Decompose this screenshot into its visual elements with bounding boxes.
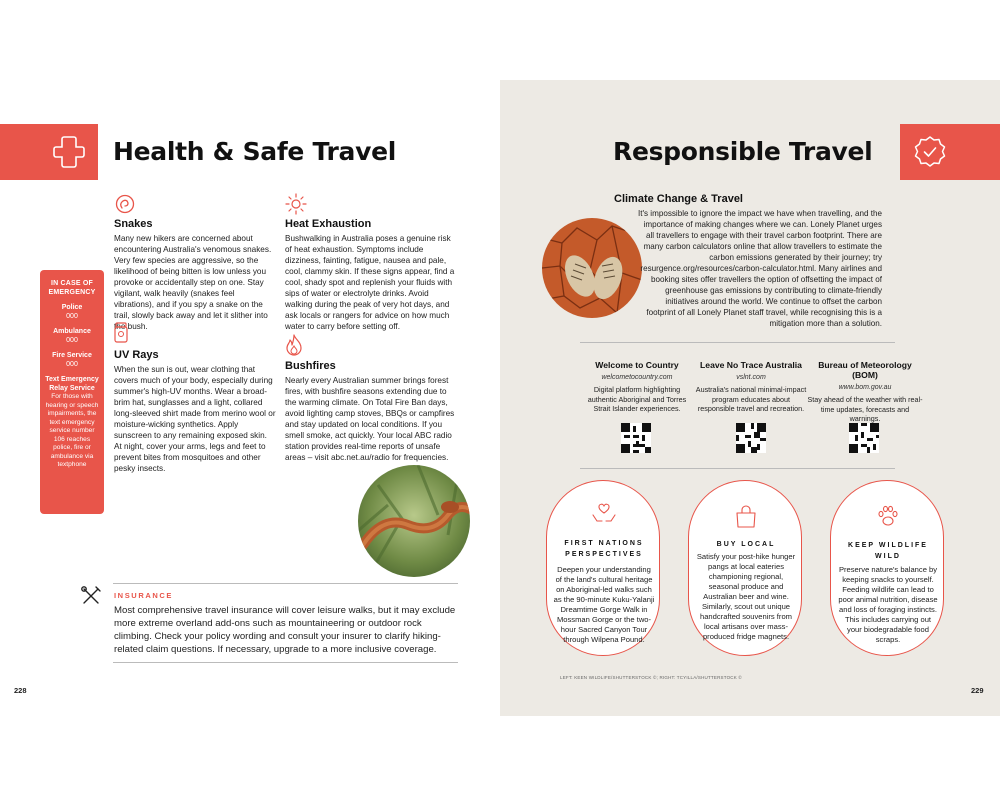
medical-cross-icon	[52, 135, 86, 169]
left-page-number: 228	[14, 686, 27, 695]
bushfires-title: Bushfires	[285, 360, 336, 372]
card-buy-local	[688, 480, 802, 656]
emergency-box	[40, 270, 104, 514]
org-name: Leave No Trace Australia	[700, 360, 802, 370]
heat-title: Heat Exhaustion	[285, 218, 372, 230]
climate-text: It's impossible to ignore the impact we have when travelling, and the importance of making changes where we can. Lonely Planet urges all travellers to engage with their travel carbon footprint. There are many carbon calculators online that allow travellers to estimate the carbon emissions generated by their journey; try resurgence.org/resources/carbon-calculator.html. Many airlines and booking sites offer travellers the option of offsetting the impact of greenhouse gas emissions by contributing to climate-friendly initiatives around the world. We continue to offset the carbon footprint of all Lonely Planet staff travel, while recognising this is a mitigation more than a solution.	[637, 209, 882, 328]
snake-icon	[114, 193, 136, 215]
snakes-text: Many new hikers are concerned about encountering Australia's venomous snakes. Very few species are aggressive, so the likelihood of being bitten is low unless you provoke or accidentally step on one. Stay vigilant, walk heavily (snakes feel vibrations), and if you spy a snake on the trail, slowly back away and let it slither into the bush.	[114, 234, 272, 331]
page-title-responsible: Responsible Travel	[613, 137, 873, 166]
qr-code-icon[interactable]	[621, 423, 651, 453]
ambulance-number: 000	[66, 337, 78, 344]
page-title-health: Health & Safe Travel	[113, 137, 397, 166]
card-title: FIRST NATIONS PERSPECTIVES	[564, 540, 644, 558]
org-name: Welcome to Country	[595, 360, 679, 370]
qr-code-icon[interactable]	[736, 423, 766, 453]
cracked-earth-photo	[542, 218, 642, 318]
org-url[interactable]: vslnt.com	[736, 374, 766, 381]
org-desc: Digital platform highlighting authentic Aboriginal and Torres Strait Islander experiences.	[587, 385, 687, 413]
org-desc: Australia's national minimal-impact program educates about responsible travel and recreation.	[695, 385, 807, 413]
card-title: BUY LOCAL	[716, 541, 776, 548]
right-page-number: 229	[971, 686, 984, 695]
sun-icon	[285, 193, 307, 215]
fire-number: 000	[66, 361, 78, 368]
card-title: KEEP WILDLIFE WILD	[848, 542, 928, 560]
bushfires-text: Nearly every Australian summer brings forest fires, with bushfire seasons extending due to the warming climate. On Total Fire Ban days, avoid lighting camp stoves, BBQs or campfires and stay updated on local conditions. If you smell smoke, act quickly. Your local ABC radio station provides real-time reports of unsafe areas – visit abc.net.au/radio for frequencies.	[285, 376, 455, 462]
tools-icon	[80, 585, 102, 607]
heart-hands-icon	[591, 501, 617, 527]
org-url[interactable]: www.bom.gov.au	[838, 384, 892, 391]
card-text: Deepen your understanding of the land's cultural heritage on Aboriginal-led walks such as the 90-minute Kuku-Yalanji Dreamtime Gorge Walk in Mossman Gorge or the two-hour Sacred Canyon Tour through Wilpena Pound.	[553, 565, 655, 644]
insurance-top-divider	[113, 583, 458, 584]
police-label: Police	[61, 304, 83, 311]
insurance-text: Most comprehensive travel insurance will cover leisure walks, but it may exclude more extreme overland add-ons such as mountaineering or outdoor rock climbing. Check your policy wording and consult your insurer to clarify hiking-related claim questions. If necessary, upgrade to a more inclusive coverage.	[114, 605, 456, 655]
emergency-heading: IN CASE OF EMERGENCY	[48, 280, 96, 296]
shopping-bag-icon	[733, 505, 759, 529]
responsible-accent-bar	[900, 124, 1000, 180]
card-text: Preserve nature's balance by keeping snacks to yourself. Feeding wildlife can lead to poor animal nutrition, disease and loss of foraging instincts. This includes carrying out your biodegradable food scraps.	[838, 565, 938, 644]
heat-text: Bushwalking in Australia poses a genuine risk of heat exhaustion. Symptoms include dizziness, fainting, fatigue, nausea and pale, cool, clammy skin. If these signs appear, find a cool, shady spot and replenish your fluids with sips of water or electrolyte drinks. Avoid walking during the peak of very hot days, and ask locals or rangers for advice on how much water to carry before setting off.	[285, 234, 455, 331]
fire-icon	[285, 334, 303, 356]
snake-photo	[358, 465, 470, 577]
ambulance-label: Ambulance	[53, 328, 91, 335]
relay-label: Text Emergency Relay Service	[45, 376, 99, 392]
uv-title: UV Rays	[114, 349, 159, 361]
climate-title: Climate Change & Travel	[614, 193, 743, 205]
fire-label: Fire Service	[52, 352, 92, 359]
paw-print-icon	[875, 503, 901, 529]
relay-note: For those with hearing or speech impairments, the text emergency service number 106 reaches police, fire or ambulance via textphone	[45, 393, 99, 468]
verified-badge-icon	[912, 134, 948, 170]
org-welcome-to-country	[582, 360, 692, 414]
qr-code-icon[interactable]	[849, 423, 879, 453]
uv-text: When the sun is out, wear clothing that covers much of your body, especially during summer's high-UV months. Wear a broad-brim hat, sunglasses and a light, collared long-sleeved shirt made from merino wool or moisture-wicking synthetics. Apply sunscreen to any remaining exposed skin. At night, cover your arms, legs and feet to prevent bites from mosquitoes and other pesky insects.	[114, 365, 276, 473]
photo-credit: LEFT: KEEN WILDLIFE/SHUTTERSTOCK ©; RIGHT: TCYILLA/SHUTTERSTOCK ©	[560, 675, 742, 680]
card-first-nations	[546, 480, 660, 656]
card-keep-wildlife-wild	[830, 480, 944, 656]
sunscreen-icon	[114, 322, 128, 344]
card-text: Satisfy your post-hike hunger pangs at local eateries championing regional, seasonal produce and Australian beer and wine. Similarly, scout out unique handcrafted souvenirs from local artisans over mass-produced fridge magnets.	[696, 552, 796, 641]
health-accent-bar	[0, 124, 98, 180]
orgs-top-divider	[580, 342, 895, 343]
orgs-bottom-divider	[580, 468, 895, 469]
snakes-title: Snakes	[114, 218, 153, 230]
org-url[interactable]: welcometocountry.com	[601, 374, 673, 381]
org-desc: Stay ahead of the weather with real-time updates, forecasts and warnings.	[807, 395, 923, 423]
org-bom	[806, 360, 924, 424]
org-name: Bureau of Meteorology (BOM)	[818, 360, 912, 380]
police-number: 000	[66, 313, 78, 320]
insurance-bottom-divider	[113, 662, 458, 663]
org-leave-no-trace	[694, 360, 808, 414]
insurance-label: INSURANCE	[114, 591, 173, 600]
